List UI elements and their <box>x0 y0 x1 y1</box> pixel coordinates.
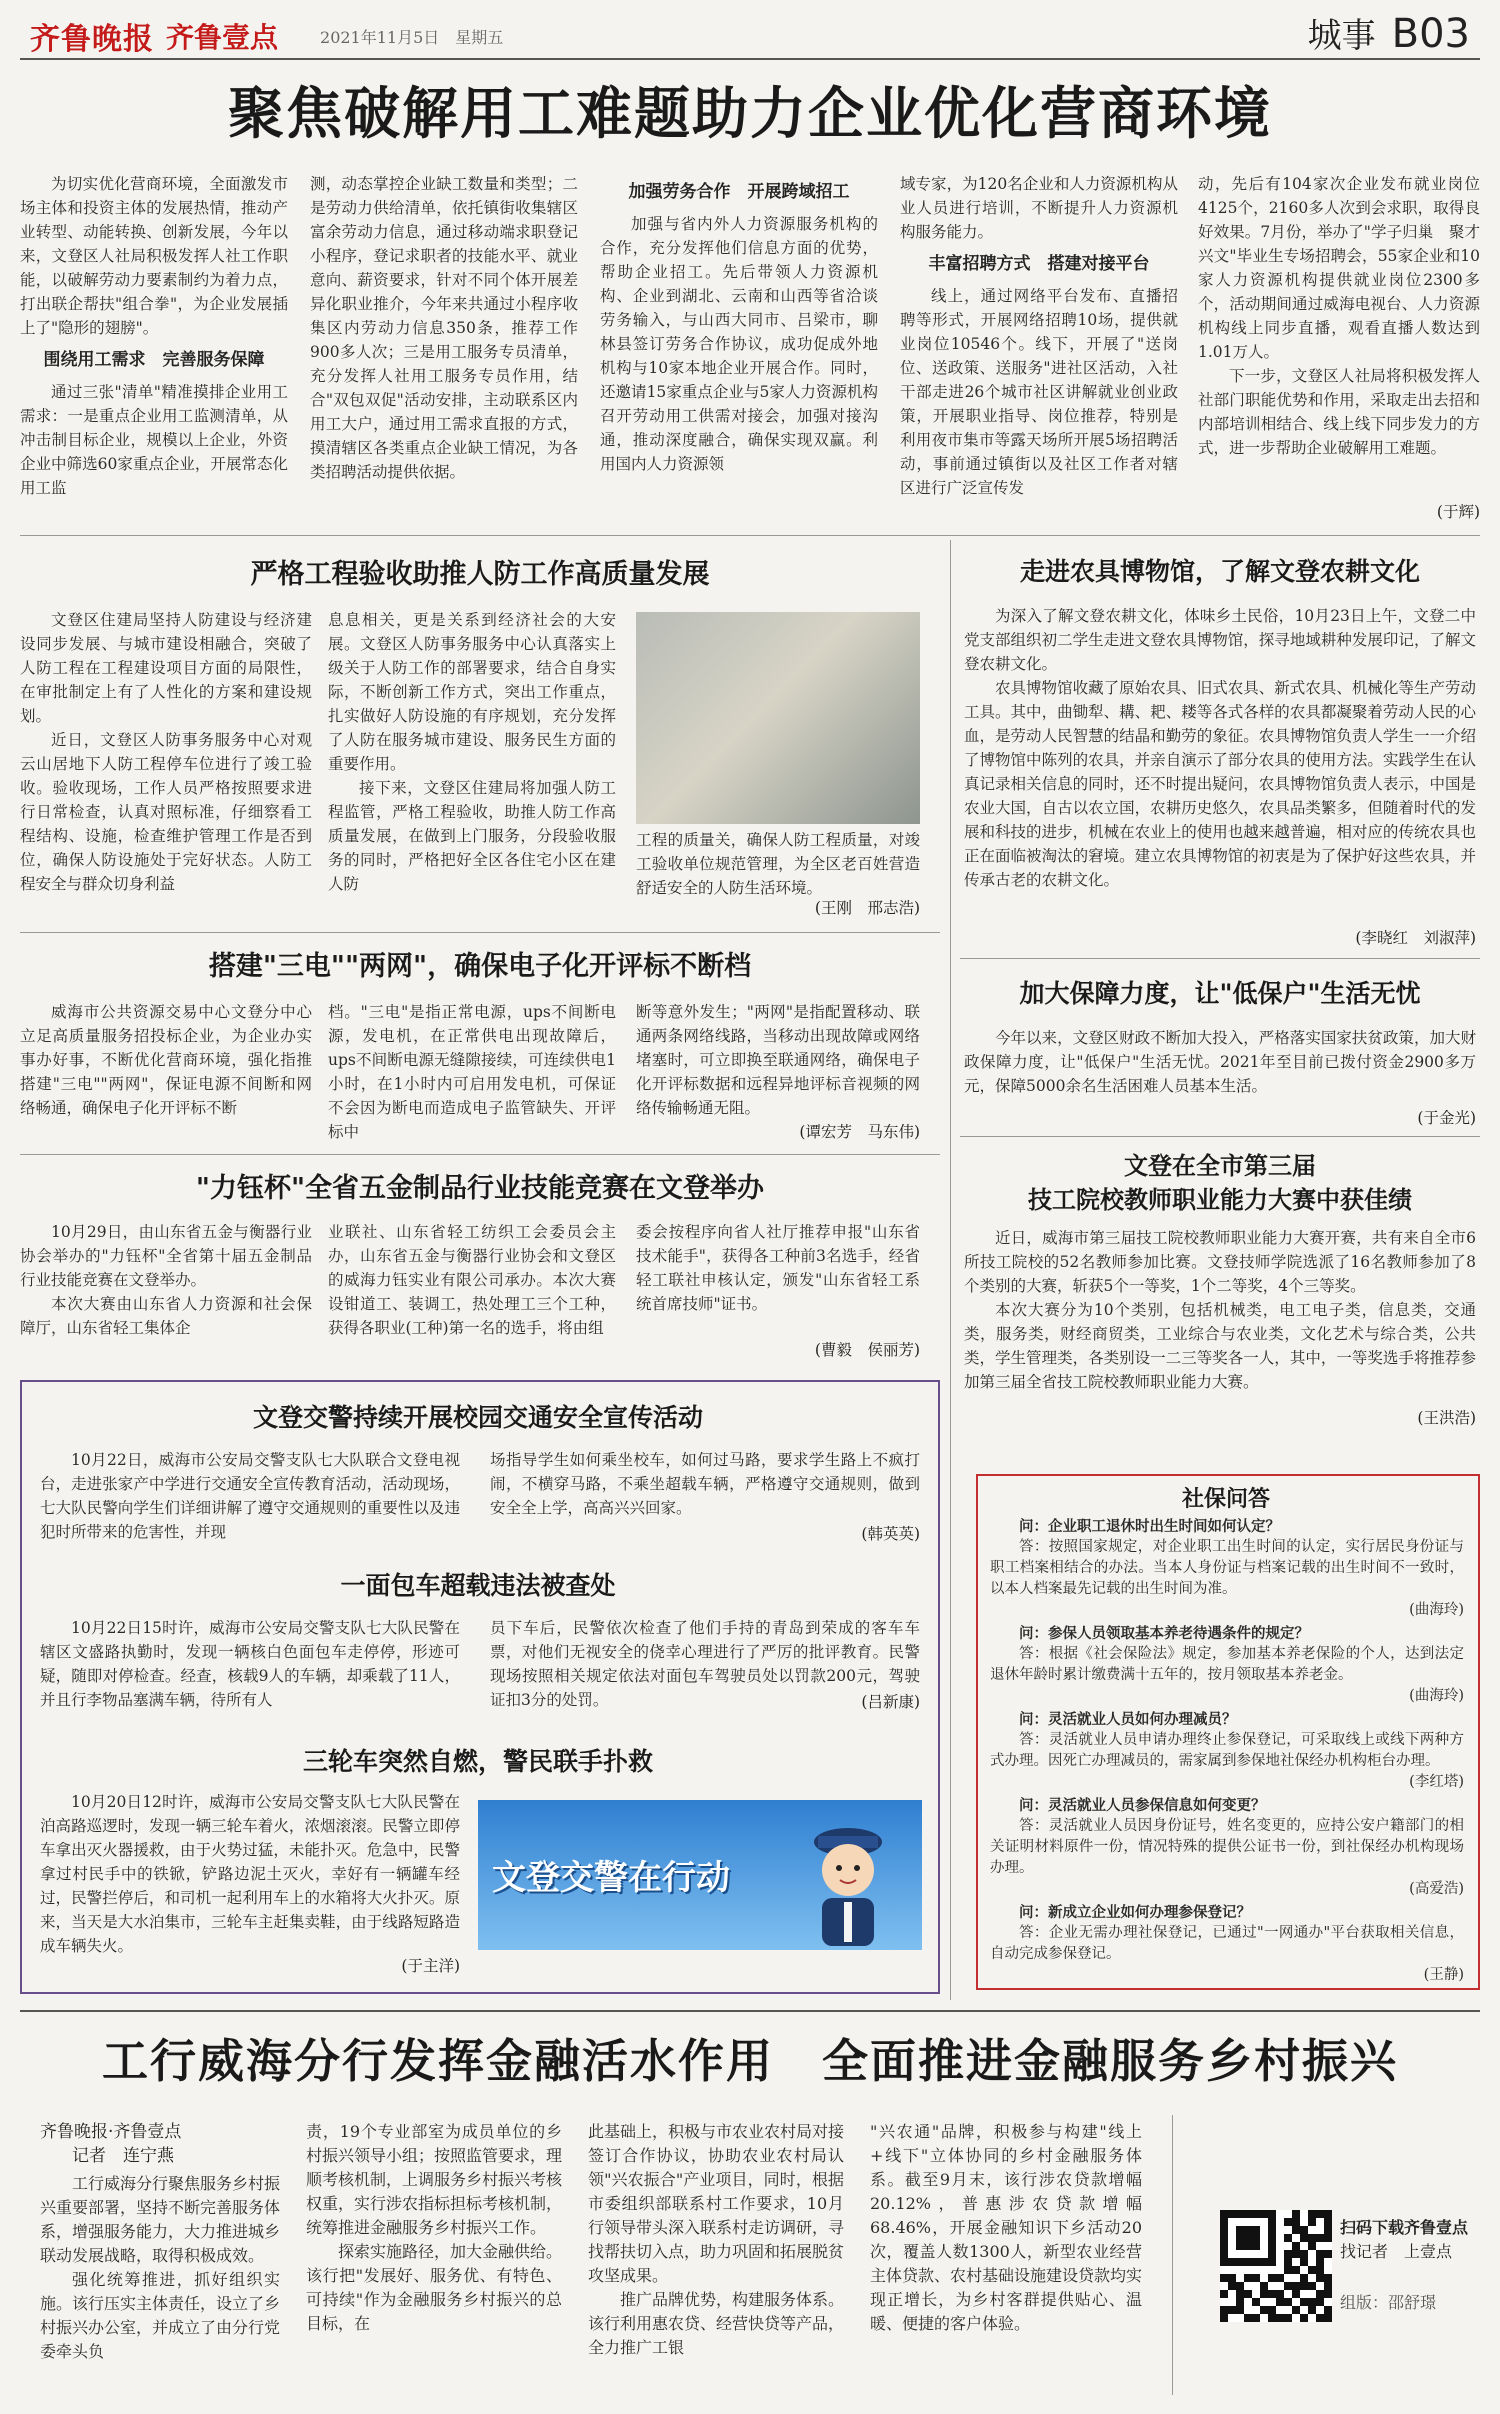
sandian-col-2 <box>328 1000 616 1144</box>
paragraph: 10月22日，威海市公安局交警支队七大队联合文登电视台，走进张家产中学进行交通安全宣传教育活动，活动现场，七大队民警向学生们详细讲解了遵守交通规则的重要性以及违犯时所带来的危害性，并现 <box>40 1451 460 1541</box>
inspection-photo <box>636 612 920 824</box>
page-section <box>1308 8 1470 57</box>
lead-col-1 <box>20 172 288 527</box>
lead-paragraph: 线上，通过网络平台发布、直播招聘等形式，开展网络招聘10场，提供就业岗位10546个。线下，开展了"送岗位、送政策、送服务"进社区活动，入社干部走进26个城市社区讲解就业创业政策，开展职业指导、岗位推荐，特别是利用夜市集市等露天场所开展5场招聘活动，事前通过镇街以及社区工作者对辖区进行广泛宣传发 <box>900 287 1178 497</box>
paragraph: 本次大赛由山东省人力资源和社会保障厅，山东省轻工集体企 <box>20 1295 312 1337</box>
paragraph: 工程的质量关，确保人防工程质量，对竣工验收单位规范管理，为全区老百姓营造舒适安全的人防生活环境。 <box>636 831 920 897</box>
editor-credit: 组版：邵舒璟 <box>1340 2293 1437 2312</box>
article-title: 文登交警持续开展校园交通安全宣传活动 <box>252 1403 703 1432</box>
column-divider <box>950 540 951 2000</box>
qa-question: 问：灵活就业人员参保信息如何变更？ <box>1019 1797 1266 1814</box>
lead-paragraph: 为切实优化营商环境，全面激发市场主体和投资主体的发展热情，推动产业转型、动能转换、创新发展，今年以来，文登区人社局积极发挥人社工作职能，以破解劳动力要素制约为着力点，打出联企帮扶"组合拳"，为企业发展插上了"隐形的翅膀"。 <box>20 175 288 337</box>
article-subtitle: 技工院校教师职业能力大赛中获佳绩 <box>1028 1185 1412 1214</box>
article-author: (于主洋) <box>401 1957 460 1975</box>
qa-question: 问：新成立企业如何办理参保登记？ <box>1019 1904 1251 1921</box>
wujin-col-3 <box>636 1220 920 1340</box>
jiaojing-a3-col-1 <box>40 1790 460 1958</box>
article-title: 搭建"三电""两网"，确保电子化开评标不断档 <box>208 951 752 982</box>
qr-code-icon[interactable] <box>1220 2210 1332 2322</box>
qr-caption <box>1340 2216 1468 2264</box>
lead-author: (于辉) <box>1436 503 1480 521</box>
paragraph: 农具博物馆收藏了原始农具、旧式农具、新式农具、机械化等生产劳动工具。其中，曲锄犁、耩、耙、耧等各式各样的农具都凝聚着劳动人民的心血，是劳动人民智慧的结晶和勤劳的象征。农具博物馆负责人学生一一介绍了博物馆中陈列的农具，并亲自演示了部分农具的使用方法。实践学生在认真记录相关信息的同时，还不时提出疑问，农具博物馆负责人表示，中国是农业大国，自古以农立国，农耕历史悠久，农具品类繁多，但随着时代的发展和科技的进步，机械在农业上的使用也越来越普遍，相对应的传统农具也正在面临被淘汰的窘境。建立农具博物馆的初衷是为了保护好这些农具，并传承古老的农耕文化。 <box>964 679 1476 889</box>
lead-subheading: 加强劳务合作 开展跨域招工 <box>628 182 850 202</box>
qa-answer: 答：灵活就业人员因身份证号，姓名变更的，应持公安户籍部门的相关证明材料原件一份，情况特殊的提供公证书一份，到社保经办机构现场办理。 <box>990 1818 1464 1876</box>
qa-author: (王静) <box>1423 1967 1464 1983</box>
jiaojing-a1-col-2 <box>490 1448 920 1520</box>
paragraph: 本次大赛分为10个类别，包括机械类，电工电子类，信息类，交通类，服务类，财经商贸类，工业综合与农业类，文化艺术与综合类，公共类，学生管理类，各类别设一二三等奖各一人，其中，一等奖选手将推荐参加第三届全省技工院校教师职业能力大赛。 <box>964 1301 1476 1391</box>
qa-item <box>990 1516 1464 1621</box>
lead-paragraph: 域专家，为120名企业和人力资源机构从业人员进行培训，不断提升人力资源机构服务能力。 <box>900 175 1178 241</box>
qa-author: (李红塔) <box>1409 1774 1464 1790</box>
paragraph: 今年以来，文登区财政不断加大投入，严格落实国家扶贫政策，加大财政保障力度，让"低保户"生活无忧。2021年至目前已拨付资金2900多万元，保障5000余名生活困难人员基本生活。 <box>964 1029 1476 1095</box>
article-author: (韩英英) <box>861 1525 920 1543</box>
police-mascot-icon <box>798 1806 898 1946</box>
paragraph: 断等意外发生；"两网"是指配置移动、联通两条网络线路，当移动出现故障或网络堵塞时，可立即换至联通网络，确保电子化开评标数据和远程异地评标音视频的网络传输畅通无阻。 <box>636 1003 920 1117</box>
masthead <box>30 14 503 58</box>
paragraph: "兴农通"品牌，积极参与构建"线上+线下"立体协同的乡村金融服务体系。截至9月末，该行涉农贷款增幅20.12%，普惠涉农贷款增幅68.46%，开展金融知识下乡活动20次，覆盖人数1300人，新型农业经营主体贷款、农村基础设施建设贷款均实现正增长，为乡村客群提供贴心、温暖、便捷的客户体验。 <box>870 2122 1143 2333</box>
paragraph: 10月29日，由山东省五金与衡器行业协会举办的"力钰杯"全省第十届五金制品行业技能竞赛在文登举办。 <box>20 1223 312 1289</box>
qa-list <box>990 1516 1464 1983</box>
article-title: 严格工程验收助推人防工作高质量发展 <box>250 559 710 590</box>
banner-text: 文登交警在行动 <box>492 1858 730 1898</box>
header-rule <box>20 58 1480 60</box>
article-title: 一面包车超载违法被查处 <box>340 1571 616 1600</box>
qa-author: (曲海玲) <box>1409 1602 1464 1618</box>
renfang-col-2 <box>328 608 616 920</box>
paragraph: 业联社、山东省轻工纺织工会委员会主办，山东省五金与衡器行业协会和文登区的威海力钰实业有限公司承办。本次大赛设钳道工、装调工，热处理工三个工种，获得各职业(工种)第一名的选手，将由组 <box>328 1223 616 1337</box>
divider <box>20 932 940 933</box>
byline-reporter: 记者 连宁燕 <box>72 2146 174 2166</box>
divider <box>20 535 1480 536</box>
jiaojing-a1-col-1 <box>40 1448 460 1544</box>
paragraph: 场指导学生如何乘坐校车，如何过马路，要求学生路上不疯打闹，不横穿马路，不乘坐超载车辆，严格遵守交通规则，做到安全全上学，高高兴兴回家。 <box>490 1451 920 1517</box>
paragraph: 接下来，文登区住建局将加强人防工程监管，严格工程验收，助推人防工作高质量发展，在做到上门服务，分段验收服务的同时，严格把好全区各住宅小区在建人防 <box>328 779 616 893</box>
qa-item <box>990 1902 1464 1986</box>
lead-paragraph: 下一步，文登区人社局将积极发挥人社部门职能优势和作用，采取走出去招和内部培训相结合、线上线下同步发力的方式，进一步帮助企业破解用工难题。 <box>1198 367 1480 457</box>
wujin-col-1 <box>20 1220 312 1364</box>
article-author: (李晓红 刘淑萍) <box>1355 929 1476 947</box>
divider <box>960 1136 1480 1137</box>
paragraph: 息息相关，更是关系到经济社会的大安展。文登区人防事务服务中心认真落实上级关于人防工作的部署要求，结合自身实际，不断创新工作方式，突出工作重点，扎实做好人防设施的有序规划，充分发挥了人防在服务城市建设、服务民生方面的重要作用。 <box>328 611 616 773</box>
section-name: 城事 <box>1307 16 1376 56</box>
paragraph: 档。"三电"是指正常电源，ups不间断电源，发电机，在正常供电出现故障后，ups不间断电源无缝隙接续，可连续供电1小时，在1小时内可启用发电机，可保证不会因为断电而造成电子监管缺失、开评标中 <box>328 1003 616 1141</box>
paragraph: 强化统筹推进，抓好组织实施。该行压实主体责任，设立了乡村振兴办公室，并成立了由分行党委牵头负 <box>40 2270 281 2361</box>
qa-answer: 答：根据《社会保险法》规定，参加基本养老保险的个人，达到法定退休年龄时累计缴费满十五年的，按月领取基本养老金。 <box>990 1646 1464 1683</box>
qa-item <box>990 1795 1464 1900</box>
lead-paragraph: 动，先后有104家次企业发布就业岗位4125个，2160多人次到会求职，取得良好效果。7月份，举办了"学子归巢 聚才兴文"毕业生专场招聘会，55家企业和10家人力资源机构提供就业岗位2300多个，活动期间通过威海电视台、人力资源机构线上同步直播，观看直播人数达到1.01万人。 <box>1198 175 1480 361</box>
section-rule <box>20 2010 1480 2012</box>
qr-caption-line: 扫码下载齐鲁壹点 <box>1340 2218 1469 2237</box>
lead-paragraph: 加强与省内外人力资源服务机构的合作，充分发挥他们信息方面的优势，帮助企业招工。先后带领人力资源机构、企业到湖北、云南和山西等省洽谈劳务输入，与山西大同市、吕梁市，聊林县签订劳务合作协议，成功促成外地机构与10家本地企业开展合作。同时，还邀请15家重点企业与5家人力资源机构召开劳动用工供需对接会，加强对接沟通，推动深度融合，确保实现双赢。利用国内人力资源领 <box>600 215 878 473</box>
paragraph: 员下车后，民警依次检查了他们手持的青岛到荣成的客车车票，对他们无视安全的侥幸心理进行了严厉的批评教育。民警现场按照相关规定依法对面包车驾驶员处以罚款200元，驾驶证扣3分的处罚。 <box>490 1619 920 1709</box>
article-author: (曹毅 侯丽芳) <box>814 1341 920 1359</box>
qa-answer: 答：企业无需办理社保登记，已通过"一网通办"平台获取相关信息，自动完成参保登记。 <box>990 1925 1464 1962</box>
qa-item <box>990 1709 1464 1793</box>
paragraph: 为深入了解文登农耕文化，体味乡土民俗，10月23日上午，文登二中党支部组织初二学生走进文登农具博物馆，探寻地域耕种发展印记，了解文登农耕文化。 <box>964 607 1476 673</box>
paragraph: 10月22日15时许，威海市公安局交警支队七大队民警在辖区文盛路执勤时，发现一辆核白色面包车走停停，形迹可疑，随即对停检查。经查，核载9人的车辆，却乘载了11人，并且行李物品塞满车辆，待所有人 <box>40 1619 460 1709</box>
lead-subheading: 丰富招聘方式 搭建对接平台 <box>928 254 1150 274</box>
paragraph: 10月20日12时许，威海市公安局交警支队七大队民警在泊高路巡逻时，发现一辆三轮车着火，浓烟滚滚。民警立即停车拿出灭火器援救，由于火势过猛，未能扑灭。危急中，民警拿过村民手中的铁锨，铲路边泥土灭火，幸好有一辆罐车经过，民警拦停后，和司机一起利用车上的水箱将大火扑灭。原来，当天是大水泊集市，三轮车主赶集卖鞋，由于线路短路造成车辆失火。 <box>40 1793 460 1955</box>
lead-subheading: 围绕用工需求 完善服务保障 <box>43 350 265 370</box>
divider <box>960 958 1480 959</box>
issue-date: 2021年11月5日 星期五 <box>320 27 504 47</box>
nongju-body <box>964 604 1476 930</box>
lead-paragraph: 测，动态掌控企业缺工数量和类型；二是劳动力供给清单，依托镇街收集辖区富余劳动力信息，通过移动端求职登记小程序，登记求职者的技能水平、就业意向、薪资要求，针对不同个体开展差异化职业推介，今年来共通过小程序收集区内劳动力信息350条，推荐工作900多人次；三是用工服务专员清单，充分发挥人社用工服务专员作用，结合"双包双促"活动安排，主动联系区内用工大户，通过用工需求直报的方式，摸清辖区各类重点企业缺工情况，为各类招聘活动提供依据。 <box>310 175 578 481</box>
qa-author: (曲海玲) <box>1409 1688 1464 1704</box>
gonghang-col-4 <box>870 2120 1142 2397</box>
article-author: (谭宏芳 马东伟) <box>799 1123 920 1141</box>
traffic-police-banner <box>478 1800 922 1950</box>
paragraph: 推广品牌优势，构建服务体系。该行利用惠农贷、经营快贷等产品，全力推广工银 <box>588 2290 845 2357</box>
lead-col-2 <box>310 172 578 527</box>
paragraph: 委会按程序向省人社厅推荐申报"山东省技术能手"，获得各工种前3名选手，经省轻工联社申核认定，颁发"山东省轻工系统首席技师"证书。 <box>636 1223 920 1313</box>
qa-title: 社保问答 <box>1181 1486 1270 1512</box>
gonghang-col-3 <box>588 2120 844 2397</box>
byline <box>40 2120 280 2168</box>
jiaojing-a2-col-1 <box>40 1616 460 1712</box>
paragraph: 近日，威海市第三届技工院校教师职业能力大赛开赛，共有来自全市6所技工院校的52名教师参加比赛。文登技师学院选派了16名教师参加了8个类别的大赛，斩获5个一等奖，1个二等奖，4个三等奖。 <box>964 1229 1476 1295</box>
newspaper-logo: 齐鲁晚报 <box>30 22 154 57</box>
paragraph: 威海市公共资源交易中心文登分中心立足高质量服务招投标企业，为企业办实事办好事，不断优化营商环境，强化指推搭建"三电""两网"，保证电源不间断和网络畅通，确保电子化开评标不断 <box>20 1003 312 1117</box>
paragraph: 工行威海分行聚焦服务乡村振兴重要部署，坚持不断完善服务体系，增强服务能力，大力推进城乡联动发展战略，取得积极成效。 <box>40 2174 281 2265</box>
lead-title: 聚焦破解用工难题助力企业优化营商环境 <box>228 81 1272 147</box>
gonghang-col-2 <box>306 2120 562 2397</box>
paragraph: 文登区住建局坚持人防建设与经济建设同步发展、与城市建设相融合，突破了人防工程在工程建设项目方面的局限性，在审批制定上有了人性化的方案和建设规划。 <box>20 611 312 725</box>
byline-source: 齐鲁晚报·齐鲁壹点 <box>40 2122 182 2142</box>
paragraph: 探索实施路径，加大金融供给。该行把"发展好、服务优、有特色、可持续"作为金融服务乡村振兴的总目标，在 <box>306 2242 563 2333</box>
article-title: 三轮车突然自燃，警民联手扑救 <box>302 1747 653 1776</box>
qa-answer: 答：灵活就业人员申请办理终止参保登记，可采取线上或线下两种方式办理。因死亡办理减员的，需家属到参保地社保经办机构柜台办理。 <box>990 1732 1464 1769</box>
app-logo: 齐鲁壹点 <box>166 21 279 54</box>
qa-question: 问：参保人员领取基本养老待遇条件的规定？ <box>1019 1625 1309 1642</box>
article-author: (吕新康) <box>861 1693 920 1711</box>
lead-col-3 <box>600 172 878 527</box>
article-title: 走进农具博物馆，了解文登农耕文化 <box>1019 557 1420 586</box>
lead-paragraph: 通过三张"清单"精准摸排企业用工需求：一是重点企业用工监测清单，从冲击制目标企业，规模以上企业，外资企业中筛选60家重点企业，开展常态化用工监 <box>20 383 288 497</box>
renfang-col-1 <box>20 608 312 920</box>
qr-caption-line: 找记者 上壹点 <box>1340 2242 1453 2261</box>
sandian-col-3 <box>636 1000 920 1120</box>
lead-col-5 <box>1198 172 1480 502</box>
paragraph: 近日，文登区人防事务服务中心对观云山居地下人防工程停车位进行了竣工验收。验收现场，工作人员严格按照要求进行日常检查，认真对照标准，仔细察看工程结构、设施，检查维护管理工作是否到位，确保人防设施处于完好状态。人防工程安全与群众切身利益 <box>20 731 312 893</box>
wujin-col-2 <box>328 1220 616 1364</box>
sandian-col-1 <box>20 1000 312 1144</box>
jiaoshi-body <box>964 1226 1476 1426</box>
page-number: B03 <box>1391 11 1470 57</box>
article-author: (王洪浩) <box>1417 1409 1476 1427</box>
article-author: (王刚 邢志浩) <box>814 899 920 917</box>
qa-answer: 答：按照国家规定，对企业职工出生时间的认定，实行居民身份证与职工档案相结合的办法。当本人身份证与档案记载的出生时间不一致时，以本人档案最先记载的出生时间为准。 <box>990 1539 1464 1597</box>
gonghang-col-1 <box>40 2172 280 2397</box>
article-title: 加大保障力度，让"低保户"生活无忧 <box>1019 979 1421 1008</box>
qa-question: 问：灵活就业人员如何办理减员？ <box>1019 1711 1237 1728</box>
divider <box>20 1154 940 1155</box>
paragraph: 此基础上，积极与市农业农村局对接签订合作协议，协助农业农村局认领"兴农振合"产业项目，同时，根据市委组织部联系村工作要求，10月行领导带头深入联系村走访调研，寻找帮扶切入点，助力巩固和拓展脱贫攻坚成果。 <box>588 2122 845 2285</box>
article-author: (于金光) <box>1417 1109 1476 1127</box>
article-title: "力钰杯"全省五金制品行业技能竞赛在文登举办 <box>195 1173 765 1204</box>
column-divider <box>1172 2115 1173 2395</box>
qa-question: 问：企业职工退休时出生时间如何认定？ <box>1019 1518 1280 1535</box>
bottom-article-title: 工行威海分行发挥金融活水作用 全面推进金融服务乡村振兴 <box>102 2034 1398 2088</box>
lead-col-4 <box>900 172 1178 527</box>
qa-item <box>990 1623 1464 1707</box>
paragraph: 责，19个专业部室为成员单位的乡村振兴领导小组；按照监管要求，理顺考核机制，上调服务乡村振兴考核权重，实行涉农指标担标考核机制，统筹推进金融服务乡村振兴工作。 <box>306 2122 563 2237</box>
qa-author: (高爱浩) <box>1409 1881 1464 1897</box>
article-title: 文登在全市第三届 <box>1124 1151 1316 1180</box>
